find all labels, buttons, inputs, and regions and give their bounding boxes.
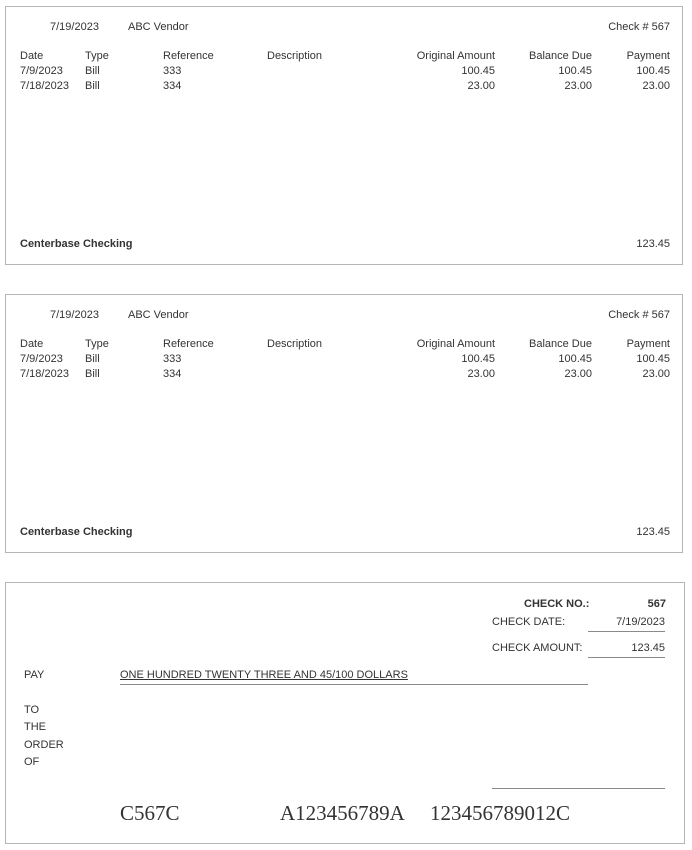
row-type: Bill: [85, 65, 100, 77]
col-header-date: Date: [20, 338, 44, 350]
pay-label: PAY: [24, 669, 45, 681]
row-type: Bill: [85, 368, 100, 380]
amount-in-words: ONE HUNDRED TWENTY THREE AND 45/100 DOLLARS: [120, 669, 588, 685]
stub-vendor: ABC Vendor: [128, 21, 189, 33]
row-payment: 100.45: [636, 65, 670, 77]
check-amount-value: 123.45: [588, 642, 665, 658]
check-no-label: CHECK NO.:: [524, 598, 590, 610]
stub-check-number: Check # 567: [608, 309, 670, 321]
row-reference: 333: [163, 65, 182, 77]
row-balance-due: 23.00: [564, 80, 592, 92]
row-reference: 334: [163, 80, 182, 92]
col-header-payment: Payment: [626, 338, 670, 350]
row-date: 7/18/2023: [20, 80, 69, 92]
stub-check-number: Check # 567: [608, 21, 670, 33]
col-header-payment: Payment: [626, 50, 670, 62]
row-original-amount: 23.00: [467, 368, 495, 380]
col-header-reference: Reference: [163, 50, 214, 62]
row-original-amount: 23.00: [467, 80, 495, 92]
col-header-balance-due: Balance Due: [529, 338, 592, 350]
micr-check-number: C567C: [120, 801, 180, 825]
of-label: OF: [24, 756, 40, 768]
stub-date: 7/19/2023: [50, 21, 99, 33]
row-original-amount: 100.45: [461, 65, 495, 77]
col-header-description: Description: [267, 338, 323, 350]
col-header-date: Date: [20, 50, 44, 62]
col-header-type: Type: [85, 338, 109, 350]
micr-routing-number: A123456789A: [280, 801, 405, 825]
row-payment: 23.00: [642, 368, 670, 380]
row-balance-due: 100.45: [558, 353, 592, 365]
order-label: ORDER: [24, 739, 64, 751]
check-date-value: 7/19/2023: [588, 616, 665, 632]
row-date: 7/9/2023: [20, 65, 63, 77]
check-no-value: 567: [647, 598, 666, 610]
row-balance-due: 23.00: [564, 368, 592, 380]
stub-total: 123.45: [636, 238, 670, 250]
row-balance-due: 100.45: [558, 65, 592, 77]
stub-date: 7/19/2023: [50, 309, 99, 321]
col-header-reference: Reference: [163, 338, 214, 350]
row-reference: 333: [163, 353, 182, 365]
row-type: Bill: [85, 80, 100, 92]
row-payment: 23.00: [642, 80, 670, 92]
to-label: TO: [24, 704, 40, 716]
stub-account-name: Centerbase Checking: [20, 526, 133, 538]
check-body: [5, 582, 685, 844]
col-header-type: Type: [85, 50, 109, 62]
the-label: THE: [24, 721, 46, 733]
row-reference: 334: [163, 368, 182, 380]
col-header-original-amount: Original Amount: [416, 338, 495, 350]
check-stub-2: [5, 294, 683, 553]
check-amount-label: CHECK AMOUNT:: [492, 642, 583, 654]
stub-account-name: Centerbase Checking: [20, 238, 133, 250]
check-date-label: CHECK DATE:: [492, 616, 566, 628]
row-date: 7/9/2023: [20, 353, 63, 365]
row-payment: 100.45: [636, 353, 670, 365]
row-type: Bill: [85, 353, 100, 365]
col-header-balance-due: Balance Due: [529, 50, 592, 62]
signature-line: [492, 788, 665, 789]
stub-vendor: ABC Vendor: [128, 309, 189, 321]
check-stub-1: [5, 6, 683, 265]
col-header-description: Description: [267, 50, 323, 62]
stub-total: 123.45: [636, 526, 670, 538]
row-original-amount: 100.45: [461, 353, 495, 365]
col-header-original-amount: Original Amount: [416, 50, 495, 62]
micr-account-number: 123456789012C: [430, 801, 571, 825]
row-date: 7/18/2023: [20, 368, 69, 380]
